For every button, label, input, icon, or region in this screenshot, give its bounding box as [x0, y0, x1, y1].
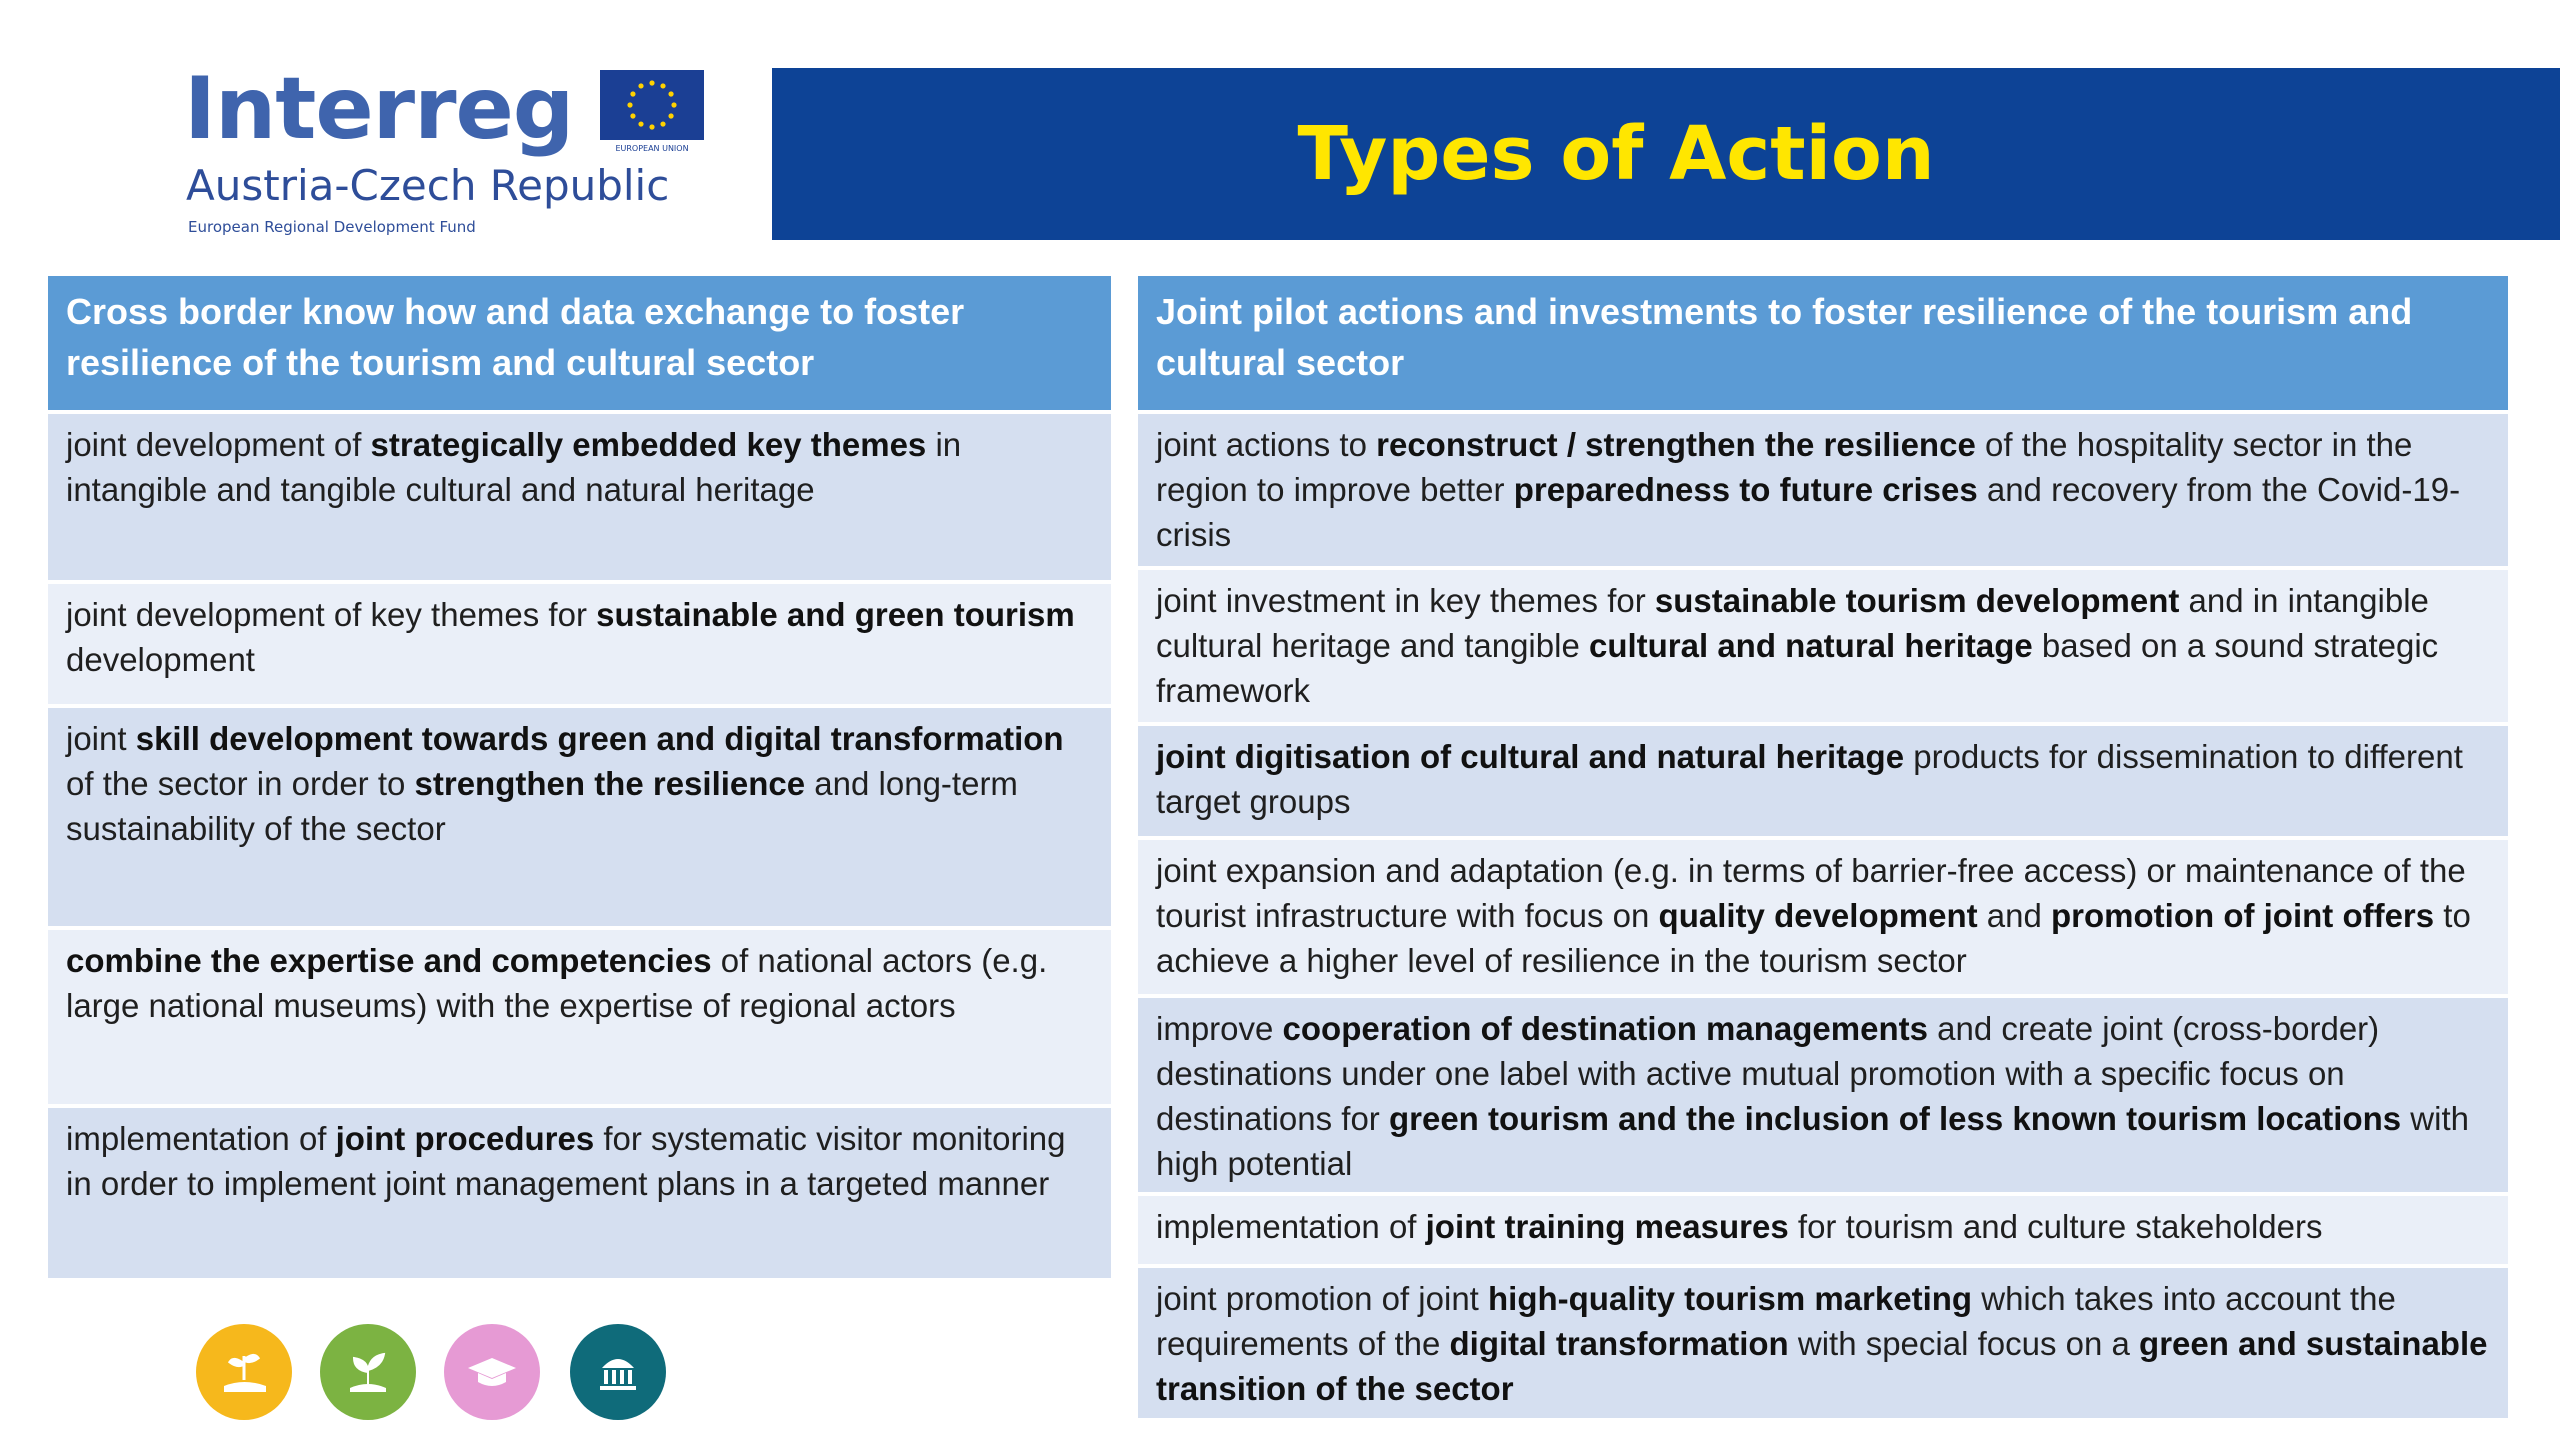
left-row — [48, 1104, 1111, 1278]
theme-icons — [196, 1324, 676, 1424]
row-text: of the sector in order to — [66, 765, 415, 802]
right-row — [1138, 1192, 2508, 1264]
row-text: based on a sound strategic framework — [1156, 627, 2439, 709]
row-text: and in intangible cultural heritage and tangible — [1156, 582, 2429, 664]
row-text: implementation of — [66, 1120, 336, 1157]
emphasis-text: joint digitisation of cultural and natural heritage — [1156, 738, 1905, 775]
row-text: joint development of — [66, 426, 371, 463]
row-text: implementation of — [1156, 1208, 1426, 1245]
right-row — [1138, 566, 2508, 722]
emphasis-text: cultural and natural heritage — [1588, 627, 2033, 664]
graduation-cap-icon — [444, 1324, 540, 1420]
row-text: joint investment in key themes for — [1156, 582, 1655, 619]
right-row — [1138, 994, 2508, 1192]
row-text: which takes into account the requirements of the — [1156, 1280, 2396, 1362]
right-row — [1138, 836, 2508, 994]
eu-flag-icon — [600, 70, 704, 140]
row-text: products for dissemination to different target groups — [1156, 738, 2463, 820]
left-column — [48, 276, 1111, 1278]
row-text: for tourism and culture stakeholders — [1788, 1208, 2323, 1245]
row-text: and create joint (cross-border) destinations under one label with active mutual promotion with a specific focus on destinations for — [1156, 1010, 2380, 1137]
row-text: joint promotion of joint — [1156, 1280, 1489, 1317]
emphasis-text: combine the expertise and competencies — [66, 942, 712, 979]
left-column-header: Cross border know how and data exchange to foster resilience of the tourism and cultural sector — [48, 276, 1111, 410]
right-column — [1138, 276, 2508, 1418]
interreg-logo — [184, 59, 704, 242]
right-row — [1138, 410, 2508, 566]
row-text: for systematic visitor monitoring in order to implement joint management plans in a targeted manner — [66, 1120, 1066, 1202]
page-title: Types of Action — [1297, 111, 1935, 197]
title-banner — [772, 68, 2560, 240]
row-text: joint expansion and adaptation (e.g. in terms of barrier-free access) or maintenance of the tourist infrastructure with focus on — [1156, 852, 2466, 934]
left-row — [48, 410, 1111, 580]
row-text: joint actions to — [1156, 426, 1377, 463]
emphasis-text: digital transformation — [1449, 1325, 1789, 1362]
row-text: with special focus on a — [1788, 1325, 2140, 1362]
row-text: in intangible and tangible cultural and natural heritage — [66, 426, 962, 508]
seedling-icon — [320, 1324, 416, 1420]
row-text: and long-term sustainability of the sector — [66, 765, 1018, 847]
emphasis-text: sustainable tourism development — [1654, 582, 2180, 619]
right-column-header: Joint pilot actions and investments to foster resilience of the tourism and cultural sector — [1138, 276, 2508, 410]
row-text: joint — [66, 720, 136, 757]
logo-programme: Austria-Czech Republic — [186, 161, 670, 210]
emphasis-text: cooperation of destination managements — [1282, 1010, 1928, 1047]
emphasis-text: skill development towards green and digital transformation — [135, 720, 1064, 757]
right-row — [1138, 722, 2508, 836]
row-text: of the hospitality sector in the region to improve better — [1156, 426, 2413, 508]
emphasis-text: reconstruct / strengthen the resilience — [1376, 426, 1976, 463]
row-text: to achieve a higher level of resilience in the tourism sector — [1156, 897, 2471, 979]
emphasis-text: promotion of joint offers — [2051, 897, 2435, 934]
emphasis-text: strategically embedded key themes — [370, 426, 927, 463]
row-text: of national actors (e.g. large national museums) with the expertise of regional actors — [66, 942, 1048, 1024]
emphasis-text: sustainable and green tourism — [596, 596, 1075, 633]
emphasis-text: high-quality tourism marketing — [1488, 1280, 1973, 1317]
eu-label: EUROPEAN UNION — [615, 144, 689, 153]
row-text: with high potential — [1156, 1100, 2469, 1182]
row-text: development — [66, 641, 255, 678]
emphasis-text: joint training measures — [1425, 1208, 1789, 1245]
logo-wordmark: Interreg — [184, 59, 574, 159]
logo-fund: European Regional Development Fund — [188, 218, 476, 236]
emphasis-text: green and sustainable transition of the sector — [1156, 1325, 2488, 1407]
row-text: and recovery from the Covid-19-crisis — [1156, 471, 2461, 553]
emphasis-text: quality development — [1658, 897, 1978, 934]
right-row — [1138, 1264, 2508, 1418]
left-row — [48, 926, 1111, 1104]
emphasis-text: joint procedures — [335, 1120, 595, 1157]
emphasis-text: strengthen the resilience — [414, 765, 806, 802]
emphasis-text: preparedness to future crises — [1513, 471, 1978, 508]
left-row — [48, 704, 1111, 926]
hand-plant-icon — [196, 1324, 292, 1420]
emphasis-text: green tourism and the inclusion of less known tourism locations — [1388, 1100, 2402, 1137]
row-text: joint development of key themes for — [66, 596, 597, 633]
row-text: and — [1977, 897, 2052, 934]
left-row — [48, 580, 1111, 704]
row-text: improve — [1156, 1010, 1283, 1047]
museum-icon — [570, 1324, 666, 1420]
